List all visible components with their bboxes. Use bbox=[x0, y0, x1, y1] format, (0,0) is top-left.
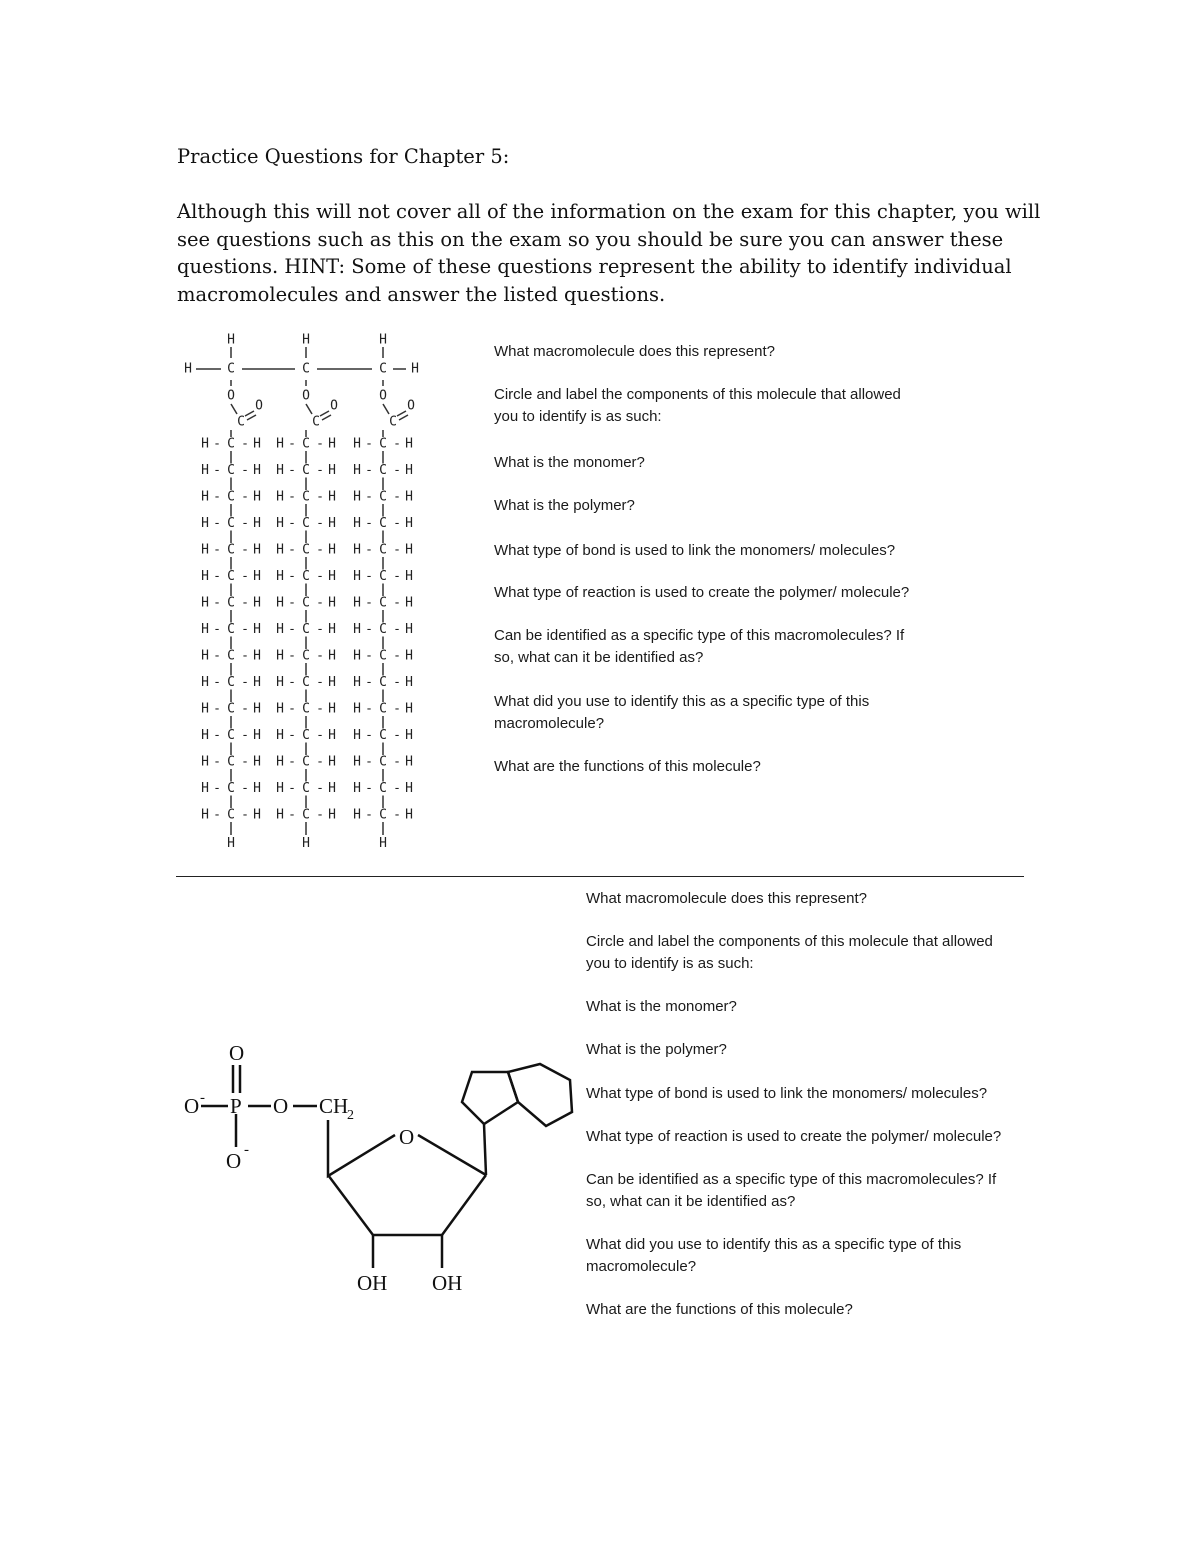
bond: - bbox=[316, 463, 324, 478]
atom-c: C bbox=[227, 516, 235, 531]
atom-h: H bbox=[405, 781, 413, 796]
question: What did you use to identify this as a specific type of this macromolecule? bbox=[494, 693, 870, 732]
atom-h: H bbox=[184, 361, 192, 377]
bond: - bbox=[393, 781, 401, 796]
atom-h: H bbox=[253, 648, 261, 664]
atom-c: C bbox=[227, 781, 235, 796]
bond: - bbox=[241, 701, 249, 717]
bond: - bbox=[213, 463, 221, 478]
question: Circle and label the components of this molecule that allowed you to identify is as such: bbox=[494, 386, 901, 425]
atom-c: C bbox=[227, 463, 235, 478]
atom-c: C bbox=[379, 595, 387, 611]
bond: - bbox=[241, 675, 249, 690]
atom-h: H bbox=[201, 463, 209, 478]
atom-c: C bbox=[227, 807, 235, 823]
atom-c: C bbox=[302, 516, 310, 531]
atom-h: H bbox=[353, 728, 361, 743]
atom-c: C bbox=[227, 361, 235, 377]
atom-h: H bbox=[405, 754, 413, 770]
atom-c: C bbox=[379, 675, 387, 690]
atom-h: H bbox=[302, 836, 310, 851]
atom-h: H bbox=[253, 675, 261, 690]
atom-h: H bbox=[328, 675, 336, 690]
atom-o: O bbox=[255, 398, 263, 414]
atom-c: C bbox=[227, 595, 235, 611]
atom-c: C bbox=[227, 569, 235, 584]
atom-h: H bbox=[405, 489, 413, 505]
bond: - bbox=[393, 489, 401, 505]
atom-h: H bbox=[405, 595, 413, 611]
question: What is the monomer? bbox=[586, 998, 737, 1015]
question: What did you use to identify this as a specific type of this macromolecule? bbox=[586, 1236, 962, 1275]
bond: - bbox=[316, 701, 324, 717]
atom-c: C bbox=[302, 701, 310, 717]
bond: - bbox=[213, 595, 221, 611]
bond: - bbox=[288, 463, 296, 478]
atom-c: C bbox=[302, 595, 310, 611]
atom-h: H bbox=[276, 569, 284, 584]
atom-c: C bbox=[312, 414, 320, 430]
bond: - bbox=[365, 516, 373, 531]
atom-h: H bbox=[328, 516, 336, 531]
bond: - bbox=[316, 622, 324, 637]
atom-c: C bbox=[302, 781, 310, 796]
atom-c: C bbox=[227, 542, 235, 558]
bond: - bbox=[288, 622, 296, 637]
atom-h: H bbox=[353, 781, 361, 796]
bond: - bbox=[393, 569, 401, 584]
atom-h: H bbox=[405, 516, 413, 531]
atom-h: H bbox=[276, 595, 284, 611]
atom-h: H bbox=[328, 569, 336, 584]
question: What are the functions of this molecule? bbox=[586, 1301, 853, 1318]
atom-c: C bbox=[227, 436, 235, 452]
bond: - bbox=[316, 516, 324, 531]
bond: - bbox=[393, 701, 401, 717]
atom-c: C bbox=[379, 569, 387, 584]
atom-c: C bbox=[379, 516, 387, 531]
atom-o-link: O bbox=[273, 1094, 289, 1118]
atom-h: H bbox=[353, 701, 361, 717]
atom-c: C bbox=[379, 781, 387, 796]
bond: - bbox=[365, 648, 373, 664]
group-ch: CH bbox=[319, 1094, 349, 1118]
atom-h: H bbox=[253, 542, 261, 558]
atom-o: O bbox=[302, 388, 310, 404]
atom-h: H bbox=[201, 516, 209, 531]
atom-h: H bbox=[276, 542, 284, 558]
atom-c: C bbox=[302, 361, 310, 377]
atom-h: H bbox=[253, 463, 261, 478]
bond: - bbox=[241, 463, 249, 478]
atom-h: H bbox=[353, 489, 361, 505]
atom-c: C bbox=[302, 463, 310, 478]
atom-h: H bbox=[276, 463, 284, 478]
atom-h: H bbox=[328, 701, 336, 717]
bond: - bbox=[213, 436, 221, 452]
atom-h: H bbox=[379, 836, 387, 851]
atom-h: H bbox=[201, 436, 209, 452]
atom-h: H bbox=[302, 332, 310, 348]
bond: - bbox=[393, 595, 401, 611]
atom-h: H bbox=[201, 728, 209, 743]
atom-h: H bbox=[328, 728, 336, 743]
bond: - bbox=[316, 728, 324, 743]
atom-c: C bbox=[227, 622, 235, 637]
bond: - bbox=[241, 622, 249, 637]
atom-h: H bbox=[353, 807, 361, 823]
atom-c: C bbox=[302, 728, 310, 743]
atom-h: H bbox=[253, 701, 261, 717]
atom-h: H bbox=[328, 595, 336, 611]
atom-h: H bbox=[405, 728, 413, 743]
atom-h: H bbox=[276, 648, 284, 664]
atom-h: H bbox=[353, 595, 361, 611]
atom-c: C bbox=[302, 648, 310, 664]
atom-c: C bbox=[302, 807, 310, 823]
atom-c: C bbox=[302, 436, 310, 452]
bond: - bbox=[288, 569, 296, 584]
atom-h: H bbox=[253, 489, 261, 505]
atom-h: H bbox=[276, 807, 284, 823]
bond: - bbox=[213, 622, 221, 637]
bond: - bbox=[213, 781, 221, 796]
atom-h: H bbox=[276, 701, 284, 717]
atom-h: H bbox=[353, 754, 361, 770]
atom-c: C bbox=[302, 622, 310, 637]
atom-h: H bbox=[227, 836, 235, 851]
bond: - bbox=[316, 781, 324, 796]
atom-c: C bbox=[379, 754, 387, 770]
atom-h: H bbox=[353, 622, 361, 637]
bond: - bbox=[393, 516, 401, 531]
bond-line bbox=[383, 404, 389, 414]
atom-o: O bbox=[227, 388, 235, 404]
bond: - bbox=[241, 807, 249, 823]
atom-c: C bbox=[302, 542, 310, 558]
bond: - bbox=[393, 754, 401, 770]
atom-h: H bbox=[353, 516, 361, 531]
question: What is the polymer? bbox=[494, 497, 635, 514]
atom-h: H bbox=[201, 675, 209, 690]
atom-h: H bbox=[276, 622, 284, 637]
atom-h: H bbox=[328, 648, 336, 664]
atom-c: C bbox=[379, 489, 387, 505]
atom-h: H bbox=[411, 361, 419, 377]
atom-o-left: O bbox=[184, 1094, 200, 1118]
atom-h: H bbox=[253, 436, 261, 452]
atom-h: H bbox=[253, 595, 261, 611]
bond: - bbox=[365, 436, 373, 452]
atom-h: H bbox=[201, 595, 209, 611]
atom-c: C bbox=[379, 807, 387, 823]
bond: - bbox=[213, 728, 221, 743]
bond: - bbox=[241, 595, 249, 611]
bond: - bbox=[393, 807, 401, 823]
atom-c: C bbox=[302, 675, 310, 690]
atom-h: H bbox=[328, 436, 336, 452]
bond: - bbox=[288, 648, 296, 664]
atom-h: H bbox=[253, 569, 261, 584]
bond-line bbox=[245, 411, 254, 416]
atom-o: O bbox=[407, 398, 415, 414]
bond: - bbox=[393, 542, 401, 558]
bond: - bbox=[213, 542, 221, 558]
bond: - bbox=[365, 489, 373, 505]
atom-h: H bbox=[276, 754, 284, 770]
atom-h: H bbox=[201, 648, 209, 664]
bond: - bbox=[316, 542, 324, 558]
atom-c: C bbox=[379, 436, 387, 452]
bond: - bbox=[316, 489, 324, 505]
atom-c: C bbox=[227, 675, 235, 690]
atom-c: C bbox=[379, 648, 387, 664]
atom-h: H bbox=[353, 542, 361, 558]
hydroxyl-1: OH bbox=[357, 1271, 388, 1295]
bond: - bbox=[288, 728, 296, 743]
atom-h: H bbox=[201, 569, 209, 584]
atom-h: H bbox=[353, 569, 361, 584]
atom-h: H bbox=[276, 516, 284, 531]
bond: - bbox=[288, 781, 296, 796]
atom-h: H bbox=[253, 728, 261, 743]
atom-c: C bbox=[227, 701, 235, 717]
intro-paragraph: Although this will not cover all of the information on the exam for this chapter, you will see questions such as this on the exam so you should be sure you can answer these questions. HINT: Some of these questions represent the ability to identify individual macromolecules and answer the listed questions. bbox=[177, 200, 1041, 306]
atom-h: H bbox=[405, 569, 413, 584]
bond: - bbox=[241, 542, 249, 558]
atom-h: H bbox=[405, 436, 413, 452]
bond: - bbox=[288, 542, 296, 558]
atom-h: H bbox=[405, 701, 413, 717]
atom-o-ring: O bbox=[399, 1125, 415, 1149]
subscript-2: 2 bbox=[347, 1108, 354, 1123]
atom-c: C bbox=[227, 728, 235, 743]
page-title: Practice Questions for Chapter 5: bbox=[177, 145, 510, 168]
bond: - bbox=[213, 754, 221, 770]
bond: - bbox=[288, 701, 296, 717]
bond: - bbox=[213, 489, 221, 505]
bond: - bbox=[365, 463, 373, 478]
atom-h: H bbox=[353, 648, 361, 664]
question: What is the polymer? bbox=[586, 1041, 727, 1058]
bond-line bbox=[322, 415, 331, 420]
atom-c: C bbox=[227, 489, 235, 505]
atom-c: C bbox=[379, 728, 387, 743]
bond: - bbox=[213, 648, 221, 664]
bond: - bbox=[213, 701, 221, 717]
bond: - bbox=[241, 569, 249, 584]
atom-c: C bbox=[227, 754, 235, 770]
bond: - bbox=[316, 807, 324, 823]
bond: - bbox=[288, 516, 296, 531]
atom-h: H bbox=[201, 489, 209, 505]
atom-c: C bbox=[379, 542, 387, 558]
bond: - bbox=[393, 728, 401, 743]
bond: - bbox=[393, 648, 401, 664]
bond: - bbox=[316, 436, 324, 452]
atom-h: H bbox=[379, 332, 387, 348]
bond: - bbox=[213, 569, 221, 584]
section-divider bbox=[176, 876, 1024, 877]
bond: - bbox=[393, 622, 401, 637]
atom-c: C bbox=[302, 754, 310, 770]
atom-h: H bbox=[201, 781, 209, 796]
atom-h: H bbox=[276, 489, 284, 505]
atom-c: C bbox=[389, 414, 397, 430]
atom-h: H bbox=[405, 648, 413, 664]
atom-h: H bbox=[253, 807, 261, 823]
atom-h: H bbox=[405, 675, 413, 690]
bond: - bbox=[241, 516, 249, 531]
bond: - bbox=[241, 781, 249, 796]
atom-h: H bbox=[328, 542, 336, 558]
atom-phosphorus: P bbox=[230, 1094, 242, 1118]
atom-h: H bbox=[253, 754, 261, 770]
nucleotide-bonds bbox=[201, 1064, 572, 1268]
atom-h: H bbox=[328, 489, 336, 505]
bond-line bbox=[231, 404, 237, 414]
bond: - bbox=[241, 648, 249, 664]
question: What is the monomer? bbox=[494, 454, 645, 471]
bond: - bbox=[241, 754, 249, 770]
atom-c: C bbox=[237, 414, 245, 430]
question-list-2 bbox=[586, 888, 1006, 1321]
atom-h: H bbox=[405, 542, 413, 558]
atom-h: H bbox=[328, 463, 336, 478]
atom-h: H bbox=[276, 781, 284, 796]
atom-h: H bbox=[253, 622, 261, 637]
bond: - bbox=[393, 675, 401, 690]
atom-c: C bbox=[379, 701, 387, 717]
atom-o-top: O bbox=[229, 1041, 245, 1065]
question: What type of reaction is used to create the polymer/ molecule? bbox=[494, 584, 910, 601]
question: Circle and label the components of this molecule that allowed you to identify is as such: bbox=[586, 933, 993, 972]
atom-h: H bbox=[328, 781, 336, 796]
atom-h: H bbox=[276, 675, 284, 690]
question: What type of bond is used to link the monomers/ molecules? bbox=[494, 542, 896, 559]
bond: - bbox=[213, 516, 221, 531]
bond: - bbox=[288, 595, 296, 611]
atom-h: H bbox=[201, 701, 209, 717]
bond: - bbox=[316, 675, 324, 690]
bond: - bbox=[365, 701, 373, 717]
bond-line bbox=[399, 415, 408, 420]
bond: - bbox=[316, 648, 324, 664]
bond: - bbox=[365, 754, 373, 770]
bond: - bbox=[365, 595, 373, 611]
atom-c: C bbox=[379, 622, 387, 637]
triglyceride-structure-figure bbox=[176, 330, 424, 858]
atom-h: H bbox=[328, 754, 336, 770]
bond: - bbox=[288, 675, 296, 690]
atom-h: H bbox=[328, 622, 336, 637]
bond: - bbox=[365, 728, 373, 743]
atom-o: O bbox=[330, 398, 338, 414]
bond-line bbox=[247, 415, 256, 420]
bond: - bbox=[365, 781, 373, 796]
bond-line bbox=[306, 404, 312, 414]
bond: - bbox=[393, 463, 401, 478]
atom-h: H bbox=[201, 622, 209, 637]
atom-h: H bbox=[253, 781, 261, 796]
bond: - bbox=[288, 807, 296, 823]
atom-c: C bbox=[379, 361, 387, 377]
question-list-1 bbox=[494, 341, 914, 778]
atom-h: H bbox=[328, 807, 336, 823]
bond: - bbox=[316, 569, 324, 584]
atom-h: H bbox=[253, 516, 261, 531]
atom-h: H bbox=[405, 807, 413, 823]
atom-c: C bbox=[227, 648, 235, 664]
atom-h: H bbox=[227, 332, 235, 348]
atom-h: H bbox=[353, 675, 361, 690]
bond: - bbox=[316, 595, 324, 611]
bond: - bbox=[365, 807, 373, 823]
question: What type of bond is used to link the monomers/ molecules? bbox=[586, 1085, 988, 1102]
nucleotide-structure-figure bbox=[176, 1030, 596, 1300]
atom-h: H bbox=[405, 622, 413, 637]
bond: - bbox=[288, 489, 296, 505]
question: Can be identified as a specific type of this macromolecules? If so, what can it be identified as? bbox=[586, 1171, 997, 1210]
atom-c: C bbox=[302, 489, 310, 505]
atom-h: H bbox=[353, 436, 361, 452]
atom-c: C bbox=[379, 463, 387, 478]
atom-h: H bbox=[276, 728, 284, 743]
bond: - bbox=[288, 754, 296, 770]
atom-h: H bbox=[405, 463, 413, 478]
bond: - bbox=[365, 622, 373, 637]
question: What macromolecule does this represent? bbox=[586, 890, 867, 907]
bond: - bbox=[241, 489, 249, 505]
bond: - bbox=[213, 675, 221, 690]
bond: - bbox=[365, 542, 373, 558]
bond: - bbox=[365, 569, 373, 584]
atom-h: H bbox=[201, 754, 209, 770]
atom-c: C bbox=[302, 569, 310, 584]
atom-h: H bbox=[201, 807, 209, 823]
charge-minus-bottom: - bbox=[244, 1142, 249, 1158]
bond: - bbox=[288, 436, 296, 452]
bond: - bbox=[241, 436, 249, 452]
charge-minus-left: - bbox=[200, 1090, 205, 1106]
bond-line bbox=[397, 411, 406, 416]
atom-h: H bbox=[353, 463, 361, 478]
bond: - bbox=[393, 436, 401, 452]
atom-o: O bbox=[379, 388, 387, 404]
bond-line bbox=[320, 411, 329, 416]
bond: - bbox=[213, 807, 221, 823]
question: Can be identified as a specific type of this macromolecules? If so, what can it be identified as? bbox=[494, 627, 905, 666]
atom-o-bottom: O bbox=[226, 1149, 242, 1173]
atom-h: H bbox=[276, 436, 284, 452]
question: What type of reaction is used to create the polymer/ molecule? bbox=[586, 1128, 1002, 1145]
question: What are the functions of this molecule? bbox=[494, 758, 761, 775]
hydroxyl-2: OH bbox=[432, 1271, 463, 1295]
atom-h: H bbox=[201, 542, 209, 558]
bond: - bbox=[365, 675, 373, 690]
bond: - bbox=[316, 754, 324, 770]
question: What macromolecule does this represent? bbox=[494, 343, 775, 360]
bond: - bbox=[241, 728, 249, 743]
